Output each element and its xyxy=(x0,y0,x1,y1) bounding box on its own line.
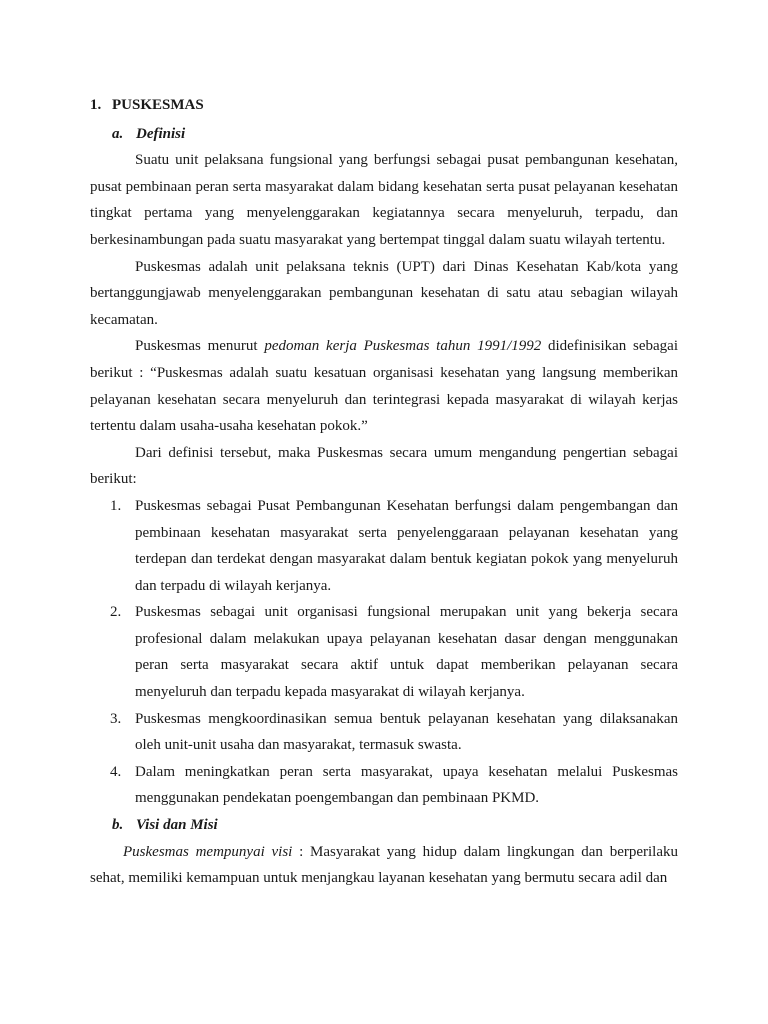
paragraph-text: didefinisikan sebagai berikut : “Puskesmas adalah suatu kesatuan organisasi kesehatan yang langsung memberikan pelayanan kesehatan secara menyeluruh dan terintegrasi kepada masyarakat di wilayah kerjas tertentu dalam usaha-usaha kesehatan pokok.” xyxy=(90,338,679,435)
list-item xyxy=(90,493,678,599)
paragraph-definisi-2: Puskesmas adalah unit pelaksana teknis (UPT) dari Dinas Kesehatan Kab/kota yang bertanggungjawab menyelenggarakan pembangunan kesehatan di satu atau sebagian wilayah kecamatan. xyxy=(90,258,678,328)
paragraph-text: : Masyarakat yang hidup dalam lingkungan dan berperilaku sehat, memiliki kemampuan untuk menjangkau layanan kesehatan yang bermutu secara adil dan xyxy=(90,843,678,887)
list-item-number: 3. xyxy=(110,710,122,727)
subsection-letter: b. xyxy=(112,817,124,834)
list-item-text: Dalam meningkatkan peran serta masyarakat, upaya kesehatan melalui Puskesmas menggunakan pendekatan poengembangan dan pembinaan PKMD. xyxy=(135,763,678,807)
paragraph-definisi-3 xyxy=(90,333,678,439)
list-item xyxy=(90,599,678,705)
italic-lead: Puskesmas mempunyai visi xyxy=(123,843,293,860)
paragraph-definisi-4: Dari definisi tersebut, maka Puskesmas secara umum mengandung pengertian sebagai berikut: xyxy=(90,444,678,488)
subsection-heading-definisi xyxy=(90,121,678,148)
list-item-text: Puskesmas mengkoordinasikan semua bentuk pelayanan kesehatan yang dilaksanakan oleh unit-unit usaha dan masyarakat, termasuk swasta. xyxy=(135,710,678,754)
numbered-list xyxy=(90,493,678,812)
section-title: PUSKESMAS xyxy=(112,97,204,113)
section-number: 1. xyxy=(90,97,102,113)
subsection-title: Definisi xyxy=(136,125,186,142)
list-item-text: Puskesmas sebagai unit organisasi fungsional merupakan unit yang bekerja secara profesional dalam melakukan upaya pelayanan kesehatan dasar dengan menggunakan peran serta masyarakat secara aktif untuk dapat memberikan pelayanan secara menyeluruh dan terpadu kepada masyarakat di wilayah kerjanya. xyxy=(135,604,678,701)
list-item-number: 2. xyxy=(110,604,122,621)
list-item-number: 1. xyxy=(110,497,122,514)
list-item-text: Puskesmas sebagai Pusat Pembangunan Kesehatan berfungsi dalam pengembangan dan pembinaan kesehatan masyarakat serta penyelenggaraan pelayanan kesehatan yang terdepan dan terdekat dengan masyarakat dalam bentuk kegiatan pokok yang menyeluruh dan terpadu di wilayah kerjanya. xyxy=(135,497,678,594)
subsection-heading-visi-misi xyxy=(90,812,678,839)
list-item xyxy=(90,759,678,812)
paragraph-definisi-1: Suatu unit pelaksana fungsional yang berfungsi sebagai pusat pembangunan kesehatan, pusat pembinaan peran serta masyarakat dalam bidang kesehatan serta pusat pelayanan kesehatan tingkat pertama yang menyelenggarakan kegiatannya secara menyeluruh, terpadu, dan berkesinambungan pada suatu masyarakat yang bertempat tinggal dalam suatu wilayah tertentu. xyxy=(90,152,678,248)
list-item xyxy=(90,706,678,759)
paragraph-text: Puskesmas menurut xyxy=(135,338,265,355)
subsection-title: Visi dan Misi xyxy=(136,817,218,834)
subsection-letter: a. xyxy=(112,125,124,142)
italic-reference: pedoman kerja Puskesmas tahun 1991/1992 xyxy=(264,338,542,355)
section-heading xyxy=(90,92,678,119)
list-item-number: 4. xyxy=(110,763,122,780)
paragraph-visi xyxy=(90,839,678,892)
